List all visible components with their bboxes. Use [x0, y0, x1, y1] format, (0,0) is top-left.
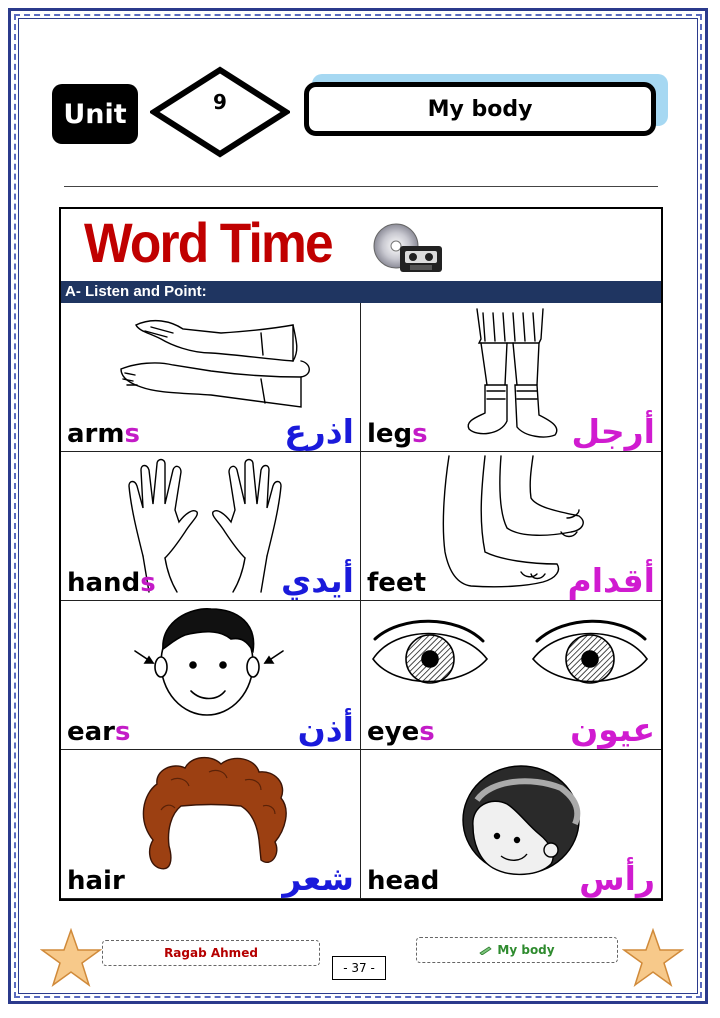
- cd-cassette-icon[interactable]: [372, 222, 446, 276]
- word-en: ears: [67, 717, 131, 747]
- word-cell-ears[interactable]: [61, 601, 361, 750]
- word-ar: أرجل: [571, 412, 655, 451]
- topic-text: My body: [497, 943, 555, 957]
- author-label: Ragab Ahmed: [102, 940, 320, 966]
- listen-and-point-bar: A- Listen and Point:: [61, 281, 661, 303]
- word-ar: رأس: [579, 859, 655, 898]
- page-title: My body: [304, 82, 656, 136]
- section-title: Word Time: [84, 211, 332, 274]
- word-cell-hair[interactable]: [61, 750, 361, 899]
- word-en: head: [367, 866, 440, 896]
- word-cell-hands[interactable]: [61, 452, 361, 601]
- word-cell-head[interactable]: [361, 750, 661, 899]
- word-ar: أقدام: [567, 561, 655, 600]
- word-en: feet: [367, 568, 427, 598]
- word-ar: أيدي: [280, 561, 354, 600]
- star-icon: [40, 928, 102, 988]
- pencil-icon: [479, 945, 493, 955]
- word-cell-eyes[interactable]: [361, 601, 661, 750]
- unit-label: Unit: [52, 84, 138, 144]
- word-ar: اذرع: [284, 412, 354, 451]
- word-en: eyes: [367, 717, 435, 747]
- word-en: hair: [67, 866, 125, 896]
- page-number: - 37 -: [332, 956, 386, 980]
- star-icon: [622, 928, 684, 988]
- unit-number: 9: [213, 90, 227, 114]
- word-cell-legs[interactable]: [361, 303, 661, 452]
- word-en: arms: [67, 419, 140, 449]
- word-ar: شعر: [282, 859, 354, 898]
- word-en: legs: [367, 419, 428, 449]
- word-cell-feet[interactable]: [361, 452, 661, 601]
- word-ar: أذن: [297, 710, 354, 749]
- word-en: hands: [67, 568, 156, 598]
- word-ar: عيون: [570, 710, 655, 749]
- word-grid: [61, 303, 661, 899]
- divider: [64, 186, 658, 187]
- word-cell-arms[interactable]: [61, 303, 361, 452]
- topic-label: [416, 937, 618, 963]
